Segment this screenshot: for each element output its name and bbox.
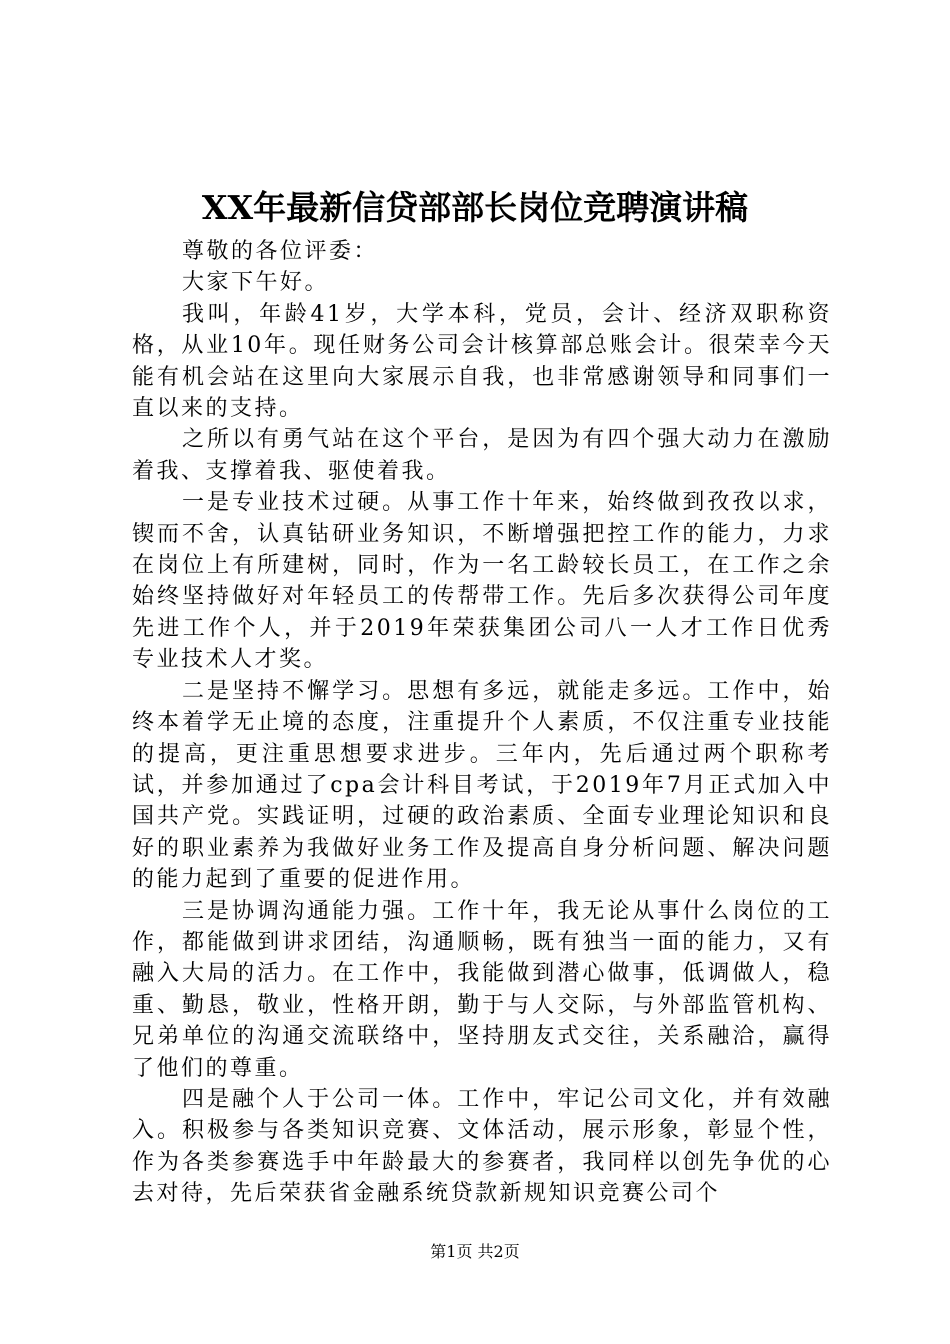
paragraph-point-three: 三是协调沟通能力强。工作十年，我无论从事什么岗位的工作，都能做到讲求团结，沟通顺畅，既有独当一面的能力，又有融入大局的活力。在工作中，我能做到潜心做事，低调做人，稳重、勤恳，敬业，性格开朗，勤于与人交际，与外部监管机构、兄弟单位的沟通交流联络中，坚持朋友式交往，关系融洽，赢得了他们的尊重。 [132, 898, 832, 1081]
paragraph-point-two: 二是坚持不懈学习。思想有多远，就能走多远。工作中，始终本着学无止境的态度，注重提升个人素质，不仅注重专业技能的提高，更注重思想要求进步。三年内，先后通过两个职称考试，并参加通过了cpa会计科目考试，于2019年7月正式加入中国共产党。实践证明，过硬的政治素质、全面专业理论知识和良好的职业素养为我做好业务工作及提高自身分析问题、解决问题的能力起到了重要的促进作用。 [132, 678, 832, 893]
paragraph-point-four: 四是融个人于公司一体。工作中，牢记公司文化，并有效融入。积极参与各类知识竞赛、文体活动，展示形象，彰显个性，作为各类参赛选手中年龄最大的参赛者，我同样以创先争优的心去对待，先后荣获省金融系统贷款新规知识竞赛公司个 [132, 1086, 832, 1207]
document-title: XX年最新信贷部部长岗位竞聘演讲稿 [201, 188, 749, 227]
paragraph-motivation: 之所以有勇气站在这个平台，是因为有四个强大动力在激励着我、支撑着我、驱使着我。 [132, 427, 832, 484]
page-number: 第1页 共2页 [430, 1242, 520, 1261]
paragraph-salutation: 尊敬的各位评委： [182, 239, 379, 264]
document-body [132, 236, 832, 1210]
paragraph-greeting: 大家下午好。 [182, 270, 330, 296]
paragraph-introduction: 我叫，年龄41岁，大学本科，党员，会计、经济双职称资格，从业10年。现任财务公司会计核算部总账会计。很荣幸今天能有机会站在这里向大家展示自我，也非常感谢领导和同事们一直以来的支持。 [132, 301, 832, 422]
paragraph-point-one: 一是专业技术过硬。从事工作十年来，始终做到孜孜以求，锲而不舍，认真钻研业务知识，不断增强把控工作的能力，力求在岗位上有所建树，同时，作为一名工龄较长员工，在工作之余始终坚持做好对年轻员工的传帮带工作。先后多次获得公司年度先进工作个人，并于2019年荣获集团公司八一人才工作日优秀专业技术人才奖。 [132, 490, 832, 673]
